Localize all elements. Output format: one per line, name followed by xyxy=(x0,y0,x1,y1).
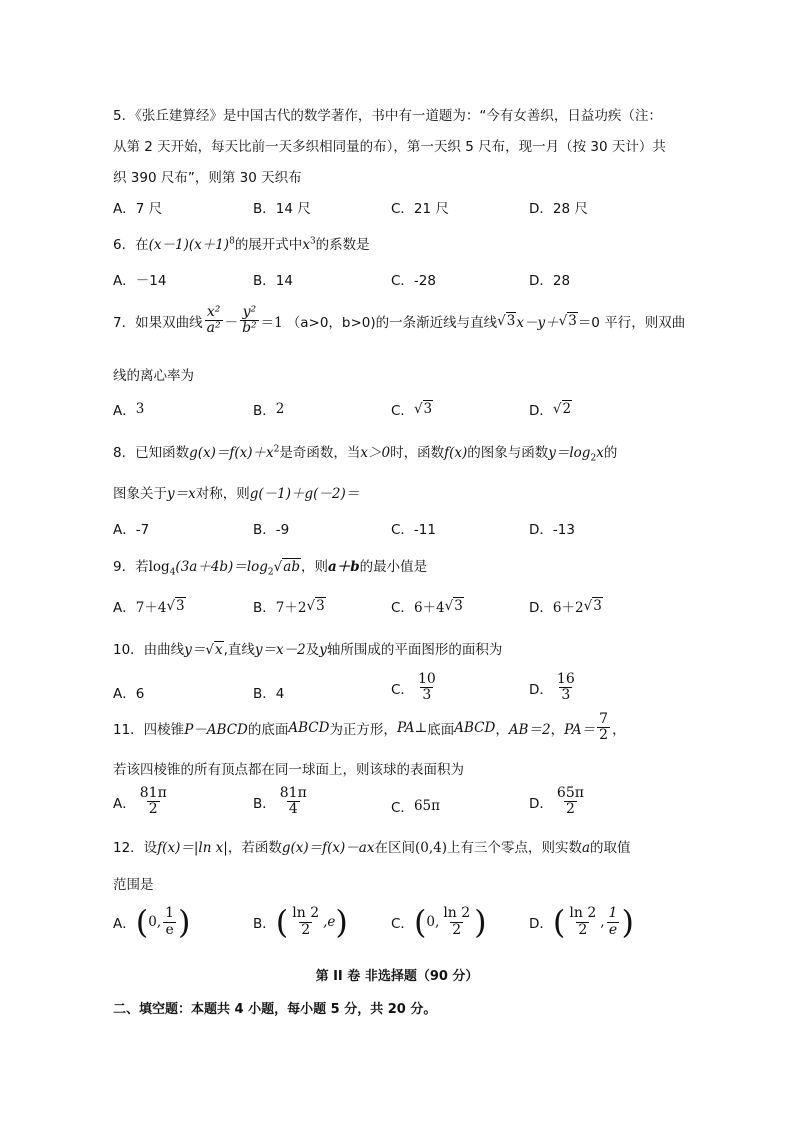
q12-option-a-num: 1 xyxy=(165,905,175,922)
q11-option-b xyxy=(253,786,311,818)
q8-text-e: 时，函数 xyxy=(390,445,445,461)
q7-frac1-num: x² xyxy=(206,304,221,320)
q12-option-d-mid: , xyxy=(600,914,605,930)
q8-option-a: A．-7 xyxy=(113,522,150,538)
q10-option-a: A．6 xyxy=(113,686,145,702)
q11-t5: ， xyxy=(550,721,565,738)
q12-option-a-interval: ( 0, $\frac{1}{e}$ ) xyxy=(135,903,191,941)
q9-option-a-value: 7＋4 xyxy=(135,600,167,616)
q11-option-d-label: D． xyxy=(529,795,553,812)
q11-option-a-frac xyxy=(138,786,169,818)
q12-option-b-num: ln 2 xyxy=(292,905,320,922)
q11-prefix: 11．四棱锥 xyxy=(113,721,185,738)
q12-a: a xyxy=(581,840,591,856)
q11-t4: ， xyxy=(495,721,509,738)
q12-option-c-num: ln 2 xyxy=(443,905,471,922)
q12-t4: 的取值 xyxy=(590,840,631,856)
q10-suffix: 轴所围成的平面图形的面积为 xyxy=(326,642,503,658)
q7-option-a xyxy=(113,399,144,419)
q6-term: x xyxy=(302,237,310,253)
q11-t6: ， xyxy=(612,721,626,738)
q7-stem xyxy=(113,305,685,337)
q8-line2 xyxy=(113,482,359,502)
q8-cond: x＞0 xyxy=(360,445,391,461)
q7-minus: － xyxy=(224,314,239,331)
q7-frac1 xyxy=(205,305,223,337)
q10-axis: y xyxy=(319,642,327,658)
q8-fx: f(x) xyxy=(444,445,468,461)
q11-pa: PA＝ xyxy=(564,721,596,738)
q11-option-a xyxy=(113,786,171,818)
q6-expr: (x－1)(x＋1) xyxy=(148,237,230,253)
q12-stem xyxy=(113,836,631,856)
q12-option-d-den2: e xyxy=(608,921,618,938)
q12-option-c-frac xyxy=(441,906,472,938)
q7-line-end: ＝0 平行，则双曲 xyxy=(577,314,686,331)
q9-stem xyxy=(113,555,427,578)
q11-base: ABCD xyxy=(288,719,330,736)
q10-curve: y＝ xyxy=(184,642,206,658)
q11-base2: ABCD xyxy=(454,719,496,736)
q9-option-c-label: C． xyxy=(391,600,414,616)
q9-target: a＋b xyxy=(327,559,360,575)
q12-interval: (0,4) xyxy=(414,840,447,856)
q10-option-d-frac xyxy=(555,672,577,704)
q9-option-d xyxy=(529,596,603,616)
q9-option-b xyxy=(253,596,326,616)
q12-option-a-den: e xyxy=(165,921,174,938)
q12-option-c-den: 2 xyxy=(452,921,462,938)
q10-mid1: ,直线 xyxy=(223,642,255,658)
q11-t1: 的底面 xyxy=(247,721,289,738)
q6-option-c: C．-28 xyxy=(391,273,436,289)
q7-option-c xyxy=(391,399,433,419)
section2-subtitle: 二、填空题：本题共 4 小题，每小题 5 分，共 20 分。 xyxy=(113,1002,437,1017)
q9-log-b-base: 2 xyxy=(267,567,274,578)
q5-line1: 5．《张丘建算经》是中国古代的数学著作，书中有一道题为：“今有女善织，日益功疾（注： xyxy=(113,108,662,124)
q11-pa-num: 7 xyxy=(599,711,609,727)
q11-option-b-num: 81π xyxy=(279,785,307,801)
q12-option-b-label: B． xyxy=(253,916,276,932)
q7-option-c-sqrt: √3 xyxy=(413,401,433,417)
q12-option-d-interval: ( $\frac{\ln 2}{2}$ , $\frac{1}{e}$ ) xyxy=(552,903,634,941)
q9-option-a-sqrt: √3 xyxy=(166,598,185,614)
q8-text-a: 8．已知函数 xyxy=(113,445,190,461)
q12-t1: ，若函数 xyxy=(227,840,282,856)
q6-exp: 8 xyxy=(229,236,235,247)
q9-option-a xyxy=(113,596,186,616)
q8-gdef-exp: 2 xyxy=(273,444,280,455)
q9-option-d-rad: 3 xyxy=(593,598,602,614)
q9-log-b: (3a＋4b)＝log xyxy=(175,559,268,575)
q11-option-d-num: 65π xyxy=(556,785,584,801)
q7-cond: （a>0，b>0)的一条渐近线与直线 xyxy=(286,314,498,331)
q7-frac2-num: y² xyxy=(242,304,257,320)
q8-text-l2a: 图象关于 xyxy=(113,486,167,502)
q12-option-c-label: C． xyxy=(391,916,414,932)
q11-option-a-den: 2 xyxy=(148,801,158,818)
q6-option-a: A．－14 xyxy=(113,273,167,289)
q6-stem xyxy=(113,233,370,253)
q10-mid2: 及 xyxy=(305,642,320,658)
q12-option-d-den: 2 xyxy=(578,921,588,938)
q10-option-b: B．4 xyxy=(253,686,285,702)
q9-mid: ，则 xyxy=(300,559,328,575)
q7-option-d-label: D． xyxy=(529,403,553,419)
q7-option-d xyxy=(529,399,572,419)
q5-line2: 从第 2 天开始，每天比前一天多织相同量的布），第一天织 5 尺布，现一月（按 30 天计）共 xyxy=(113,139,666,155)
q12-line2: 范围是 xyxy=(113,877,154,893)
q11-line2: 若该四棱锥的所有顶点都在同一球面上，则该球的表面积为 xyxy=(113,762,464,778)
q6-mid: 的展开式中 xyxy=(234,237,303,253)
q12-option-b-frac xyxy=(290,906,321,938)
q11-options xyxy=(113,786,713,826)
q11-t3: 底面 xyxy=(427,721,455,738)
q8-option-b: B．-9 xyxy=(253,522,290,538)
q12-option-d-frac1 xyxy=(567,906,598,938)
q11-pa-den: 2 xyxy=(599,727,609,744)
q7-line-sqrt-b: √3 xyxy=(558,312,577,329)
q9-option-c-rad: 3 xyxy=(454,598,463,614)
q11-pa-frac xyxy=(597,712,610,744)
q12-option-a xyxy=(113,903,191,941)
q10-prefix: 10．由曲线 xyxy=(113,642,185,658)
q5-option-c: C．21 尺 xyxy=(391,201,449,217)
q12-option-c xyxy=(391,903,487,941)
q11-stem xyxy=(113,712,626,744)
q12-option-d xyxy=(529,903,634,941)
q9-option-d-sqrt: √3 xyxy=(583,598,602,614)
q12-option-a-left: 0, xyxy=(148,914,162,930)
q12-t2: 在区间 xyxy=(374,840,415,856)
q9-sqrt: √ab xyxy=(273,559,300,575)
q11-option-b-den: 4 xyxy=(288,801,298,818)
q10-sqrt-arg: x xyxy=(214,642,223,658)
q12-option-a-frac xyxy=(163,906,176,938)
q8-option-c: C．-11 xyxy=(391,522,436,538)
q10-sqrt: √x xyxy=(205,642,223,658)
q7-line2: 线的离心率为 xyxy=(113,368,194,384)
q11-option-c xyxy=(391,796,440,816)
q7-frac2 xyxy=(240,305,259,337)
q7-line-mid: x－y＋ xyxy=(516,314,559,331)
q9-log-a-base: 4 xyxy=(169,567,176,578)
q11-perp: PA⊥ xyxy=(396,719,428,736)
q11-option-b-frac xyxy=(278,786,309,818)
q9-option-c-value: 6＋4 xyxy=(413,600,445,616)
q12-option-c-interval: ( 0, $\frac{\ln 2}{2}$ ) xyxy=(413,903,487,941)
q8-yx: y＝x xyxy=(167,486,196,502)
q12-option-b xyxy=(253,903,348,941)
q10-option-c xyxy=(391,672,440,704)
q9-suffix: 的最小值是 xyxy=(359,559,428,575)
q9-option-a-label: A． xyxy=(113,600,136,616)
q12-option-d-label: D． xyxy=(529,916,553,932)
q11-option-d-frac xyxy=(555,786,586,818)
q7-frac1-den: a² xyxy=(206,320,221,337)
q12-option-a-label: A． xyxy=(113,916,136,932)
q11-option-c-label: C． xyxy=(391,800,414,816)
q10-option-d xyxy=(529,672,579,704)
q8-options xyxy=(113,518,713,540)
q12-t3: 上有三个零点，则实数 xyxy=(446,840,582,856)
q7-option-c-rad: 3 xyxy=(423,401,433,417)
q8-option-d: D．-13 xyxy=(529,522,575,538)
q12-fdef: f(x)＝|ln x| xyxy=(157,840,228,856)
section2-title: 第 II 卷 非选择题（90 分） xyxy=(315,969,479,984)
q7-line-sqrt-a: √3 xyxy=(497,312,516,329)
q8-gsum: g(－1)＋g(－2)＝ xyxy=(249,486,360,502)
q10-option-d-label: D． xyxy=(529,681,553,698)
q12-option-d-frac2 xyxy=(607,906,620,938)
q10-options xyxy=(113,672,713,710)
q5-option-a: A．7 尺 xyxy=(113,201,163,217)
q5-option-d: D．28 尺 xyxy=(529,201,588,217)
q5-options xyxy=(113,197,713,219)
q9-prefix: 9．若 xyxy=(113,559,149,575)
q11-option-d xyxy=(529,786,588,818)
q8-line1 xyxy=(113,441,617,464)
q8-log-base: 2 xyxy=(590,453,597,464)
q9-option-a-rad: 3 xyxy=(176,598,185,614)
q9-options xyxy=(113,596,713,618)
q12-prefix: 12．设 xyxy=(113,840,158,856)
q7-option-d-rad: 2 xyxy=(562,401,572,417)
q10-option-c-num: 10 xyxy=(417,671,436,687)
q11-ab: AB＝2 xyxy=(508,721,551,738)
q7-options xyxy=(113,399,713,421)
q8-log-arg: x xyxy=(596,445,604,461)
q6-option-d: D．28 xyxy=(529,273,571,289)
q6-term-exp: 3 xyxy=(309,236,316,247)
q10-option-d-num: 16 xyxy=(556,671,575,687)
q7-option-d-sqrt: √2 xyxy=(552,401,572,417)
q10-option-c-label: C． xyxy=(391,681,414,698)
q7-eq: ＝1 xyxy=(260,314,283,331)
q7-option-a-label: A． xyxy=(113,403,136,419)
q8-text-c: 是奇函数，当 xyxy=(279,445,361,461)
q12-option-b-den: 2 xyxy=(301,921,311,938)
q10-line: y＝x－2 xyxy=(254,642,306,658)
q12-option-b-interval: ( $\frac{\ln 2}{2}$ ,e ) xyxy=(275,903,348,941)
q6-options xyxy=(113,269,713,291)
q7-prefix: 7．如果双曲线 xyxy=(113,314,203,331)
q9-option-c xyxy=(391,596,464,616)
q12-option-c-left: 0, xyxy=(426,914,440,930)
q11-t2: 为正方形， xyxy=(329,721,397,738)
q7-option-a-value: 3 xyxy=(135,401,145,417)
q9-option-b-rad: 3 xyxy=(316,598,325,614)
q11-option-c-value: 65π xyxy=(413,798,440,814)
q7-line-rad-b: 3 xyxy=(568,312,577,329)
q9-option-b-label: B． xyxy=(253,600,276,616)
q12-option-d-num2: 1 xyxy=(608,905,618,922)
q11-option-b-label: B． xyxy=(253,795,276,812)
q7-option-b xyxy=(253,399,284,419)
q12-option-b-right: ,e xyxy=(323,914,336,930)
q10-option-d-den: 3 xyxy=(561,687,571,704)
q9-sqrt-arg: ab xyxy=(283,559,300,575)
q9-option-c-sqrt: √3 xyxy=(444,598,463,614)
q12-option-d-num: ln 2 xyxy=(569,905,597,922)
q11-option-a-label: A． xyxy=(113,795,136,812)
q7-option-b-value: 2 xyxy=(275,401,285,417)
q9-log-a: log xyxy=(148,559,170,575)
q8-text-g: 的图象与函数 xyxy=(467,445,549,461)
q5-line3: 织 390 尺布”，则第 30 天织布 xyxy=(113,170,302,186)
q7-frac2-den: b² xyxy=(242,320,257,337)
q9-option-b-sqrt: √3 xyxy=(306,598,325,614)
q11-option-a-num: 81π xyxy=(139,785,167,801)
q7-option-b-label: B． xyxy=(253,403,276,419)
q7-option-c-label: C． xyxy=(391,403,414,419)
q6-prefix: 6．在 xyxy=(113,237,149,253)
q11-option-d-den: 2 xyxy=(565,801,575,818)
q10-stem xyxy=(113,638,502,658)
q7-line-rad-a: 3 xyxy=(506,312,516,329)
q8-text-j: 的 xyxy=(603,445,618,461)
q9-option-d-value: 6＋2 xyxy=(552,600,584,616)
q11-pyramid: P－ABCD xyxy=(184,721,248,738)
q8-log: y＝log xyxy=(548,445,591,461)
q5-option-b: B．14 尺 xyxy=(253,201,311,217)
q6-suffix: 的系数是 xyxy=(315,237,370,253)
q10-option-c-den: 3 xyxy=(422,687,432,704)
q8-gdef: g(x)＝f(x)＋x xyxy=(189,445,274,461)
q8-text-l2c: 对称，则 xyxy=(195,486,250,502)
q12-gdef: g(x)＝f(x)－ax xyxy=(281,840,375,856)
q6-option-b: B．14 xyxy=(253,273,293,289)
q12-options xyxy=(113,903,713,950)
q9-option-b-value: 7＋2 xyxy=(275,600,307,616)
q10-option-c-frac xyxy=(416,672,438,704)
q9-option-d-label: D． xyxy=(529,600,553,616)
